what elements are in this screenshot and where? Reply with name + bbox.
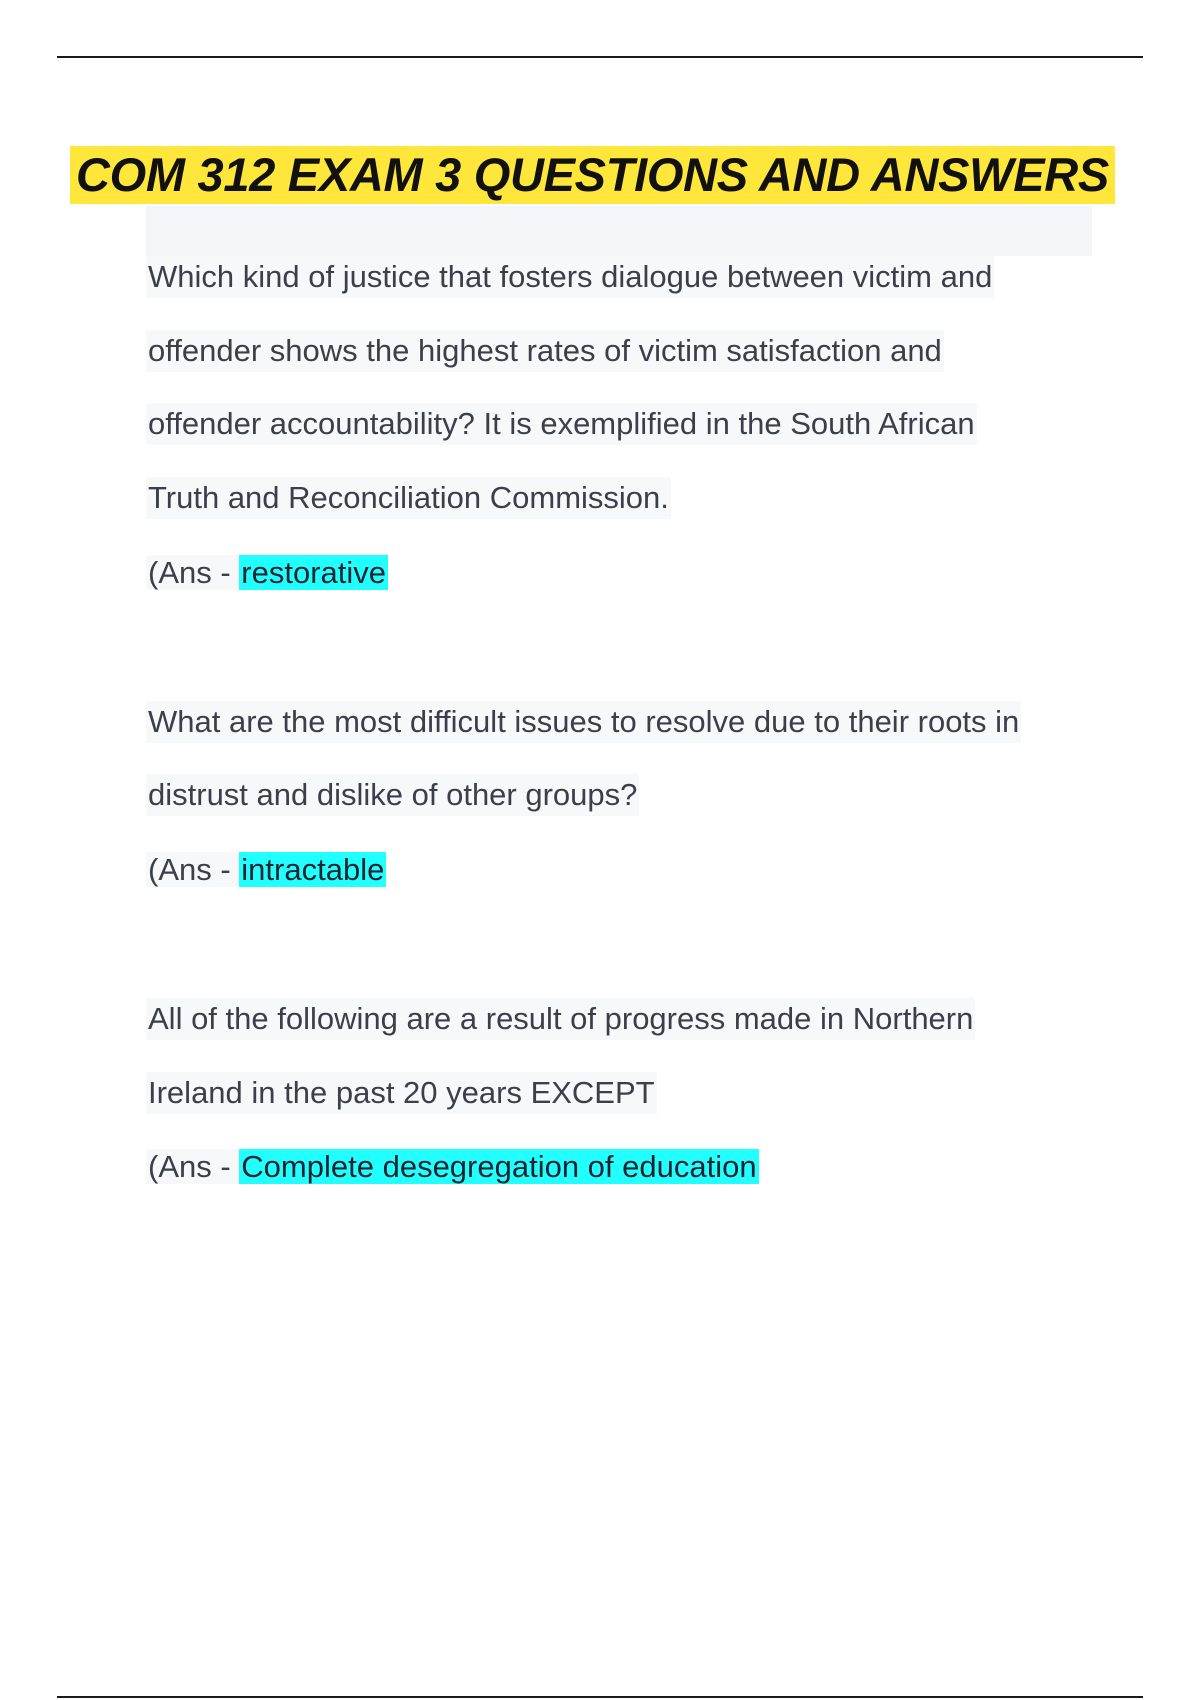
question-1-line-2: offender shows the highest rates of victim satisfaction and <box>146 330 944 372</box>
title-underlay <box>146 206 1092 256</box>
answer-1 <box>146 552 388 594</box>
question-1-line-4: Truth and Reconciliation Commission. <box>146 477 671 519</box>
question-2-line-1: What are the most difficult issues to resolve due to their roots in <box>146 701 1021 743</box>
answer-1-prefix: (Ans - <box>148 555 240 590</box>
answer-3-prefix: (Ans - <box>148 1149 240 1184</box>
answer-2 <box>146 849 386 891</box>
answer-1-highlight: restorative <box>241 555 387 590</box>
question-1-line-3: offender accountability? It is exemplified in the South African <box>146 403 977 445</box>
question-3-line-2: Ireland in the past 20 years EXCEPT <box>146 1072 657 1114</box>
question-2-line-2: distrust and dislike of other groups? <box>146 774 639 816</box>
document-title: COM 312 EXAM 3 QUESTIONS AND ANSWERS <box>70 146 1115 204</box>
question-1-line-1: Which kind of justice that fosters dialogue between victim and <box>146 256 994 298</box>
answer-3 <box>146 1146 759 1188</box>
bottom-rule <box>57 1696 1143 1698</box>
answer-2-prefix: (Ans - <box>148 852 240 887</box>
top-rule <box>57 56 1143 58</box>
question-3-line-1: All of the following are a result of progress made in Northern <box>146 998 975 1040</box>
answer-3-highlight: Complete desegregation of education <box>241 1149 757 1184</box>
answer-2-highlight: intractable <box>241 852 385 887</box>
